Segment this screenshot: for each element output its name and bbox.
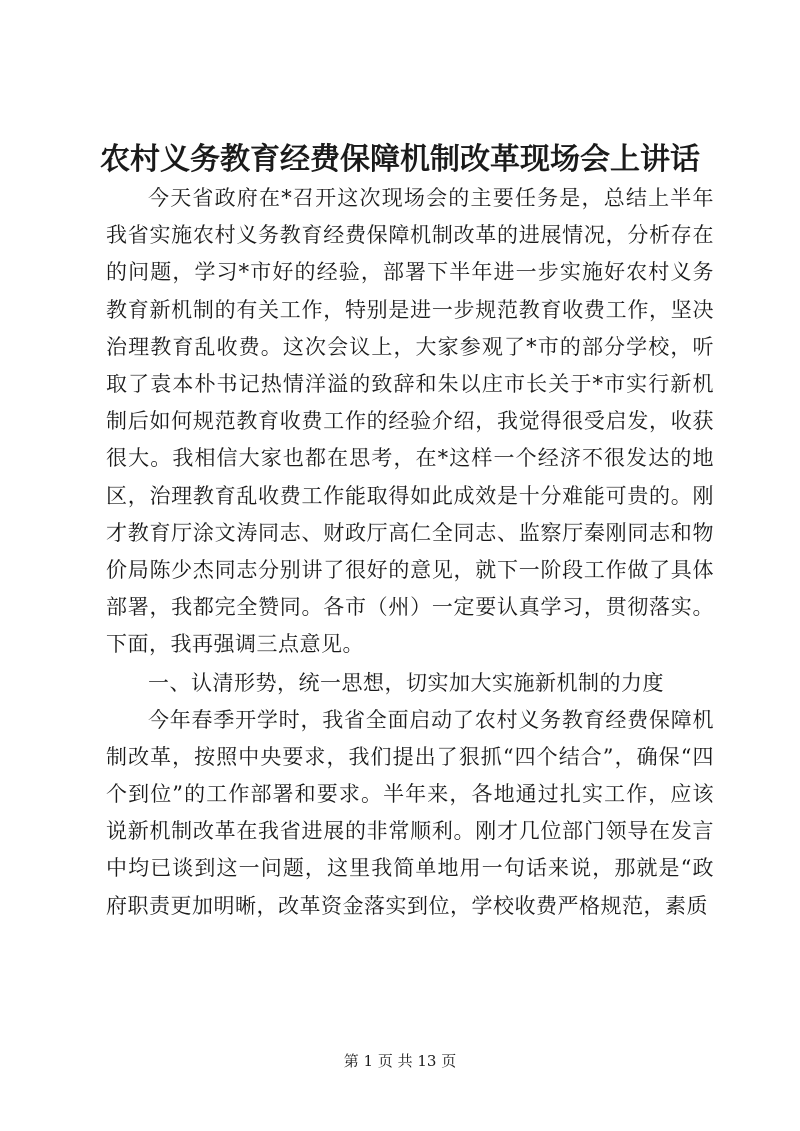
document-title: 农村义务教育经费保障机制改革现场会上讲话 (100, 142, 700, 177)
page-number-footer: 第 1 页 共 13 页 (343, 1052, 457, 1070)
section-heading: 一、认清形势，统一思想，切实加大实施新机制的力度 (148, 670, 664, 695)
document-body (106, 180, 714, 925)
paragraph-intro: 今天省政府在*召开这次现场会的主要任务是，总结上半年我省实施农村义务教育经费保障机制改革的进展情况，分析存在的问题，学习*市好的经验，部署下半年进一步实施好农村义务教育新机制的有关工作，特别是进一步规范教育收费工作，坚决治理教育乱收费。这次会议上，大家参观了*市的部分学校，听取了袁本朴书记热情洋溢的致辞和朱以庄市长关于*市实行新机制后如何规范教育收费工作的经验介绍，我觉得很受启发，收获很大。我相信大家也都在思考，在*这样一个经济不很发达的地区，治理教育乱收费工作能取得如此成效是十分难能可贵的。刚才教育厅涂文涛同志、财政厅高仁全同志、监察厅秦刚同志和物价局陈少杰同志分别讲了很好的意见，就下一阶段工作做了具体部署，我都完全赞同。各市（州）一定要认真学习，贯彻落实。下面，我再强调三点意见。 (106, 186, 714, 657)
paragraph-section-1: 今年春季开学时，我省全面启动了农村义务教育经费保障机制改革，按照中央要求，我们提出了狠抓“四个结合”，确保“四个到位”的工作部署和要求。半年来，各地通过扎实工作，应该说新机制改革在我省进展的非常顺利。刚才几位部门领导在发言中均已谈到这一问题，这里我简单地用一句话来说，那就是“政府职责更加明晰，改革资金落实到位，学校收费严格规范，素质 (106, 707, 714, 918)
